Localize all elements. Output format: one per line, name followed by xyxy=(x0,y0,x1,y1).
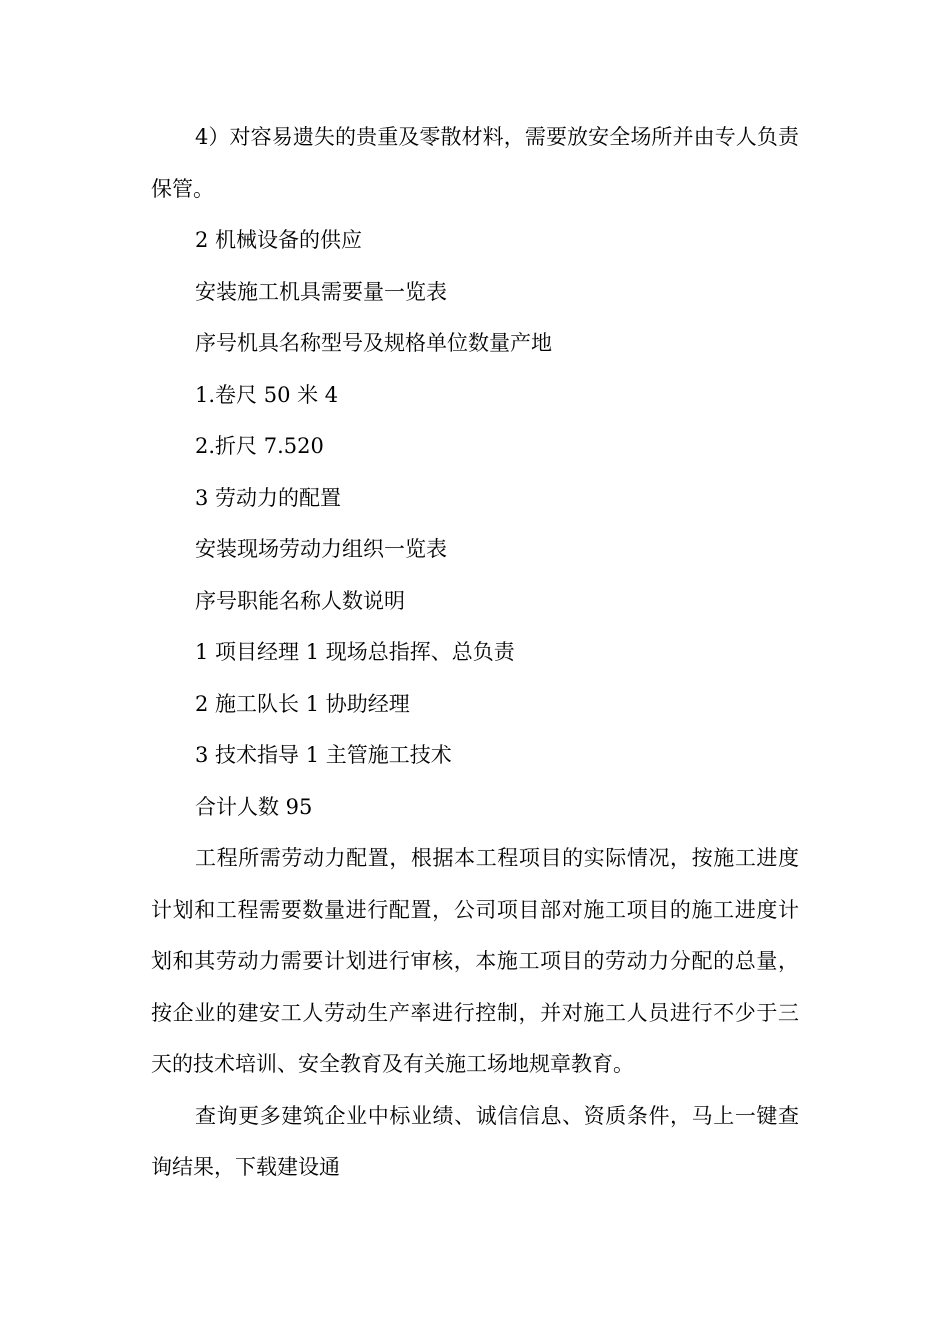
heading-equipment-supply: 2 机械设备的供应 xyxy=(195,228,363,252)
table-row-tools-2: 2.折尺 7.520 xyxy=(195,434,324,458)
table-total-labor: 合计人数 95 xyxy=(195,794,313,819)
document-body xyxy=(151,112,799,1194)
table-header-tools: 序号机具名称型号及规格单位数量产地 xyxy=(195,331,552,355)
table-row-labor-3: 3 技术指导 1 主管施工技术 xyxy=(195,743,452,767)
table-header-labor: 序号职能名称人数说明 xyxy=(195,588,405,613)
paragraph-labor-config: 工程所需劳动力配置，根据本工程项目的实际情况，按施工进度计划和工程需要数量进行配置，公司项目部对施工项目的施工进度计划和其劳动力需要计划进行审核，本施工项目的劳动力分配的总量，按企业的建安工人劳动生产率进行控制，并对施工人员进行不少于三天的技术培训、安全教育及有关施工场地规章教育。 xyxy=(151,846,799,1076)
table-row-labor-1: 1 项目经理 1 现场总指挥、总负责 xyxy=(195,640,515,664)
table-title-tools: 安装施工机具需要量一览表 xyxy=(195,279,447,304)
table-title-labor: 安装现场劳动力组织一览表 xyxy=(195,537,447,561)
table-row-labor-2: 2 施工队长 1 协助经理 xyxy=(195,691,410,716)
paragraph-material-storage: 4）对容易遗失的贵重及零散材料，需要放安全场所并由专人负责保管。 xyxy=(151,125,799,201)
heading-labor-allocation: 3 劳动力的配置 xyxy=(195,485,342,510)
paragraph-promo: 查询更多建筑企业中标业绩、诚信信息、资质条件，马上一键查询结果，下载建设通 xyxy=(151,1103,799,1179)
table-row-tools-1: 1.卷尺 50 米 4 xyxy=(195,382,339,407)
